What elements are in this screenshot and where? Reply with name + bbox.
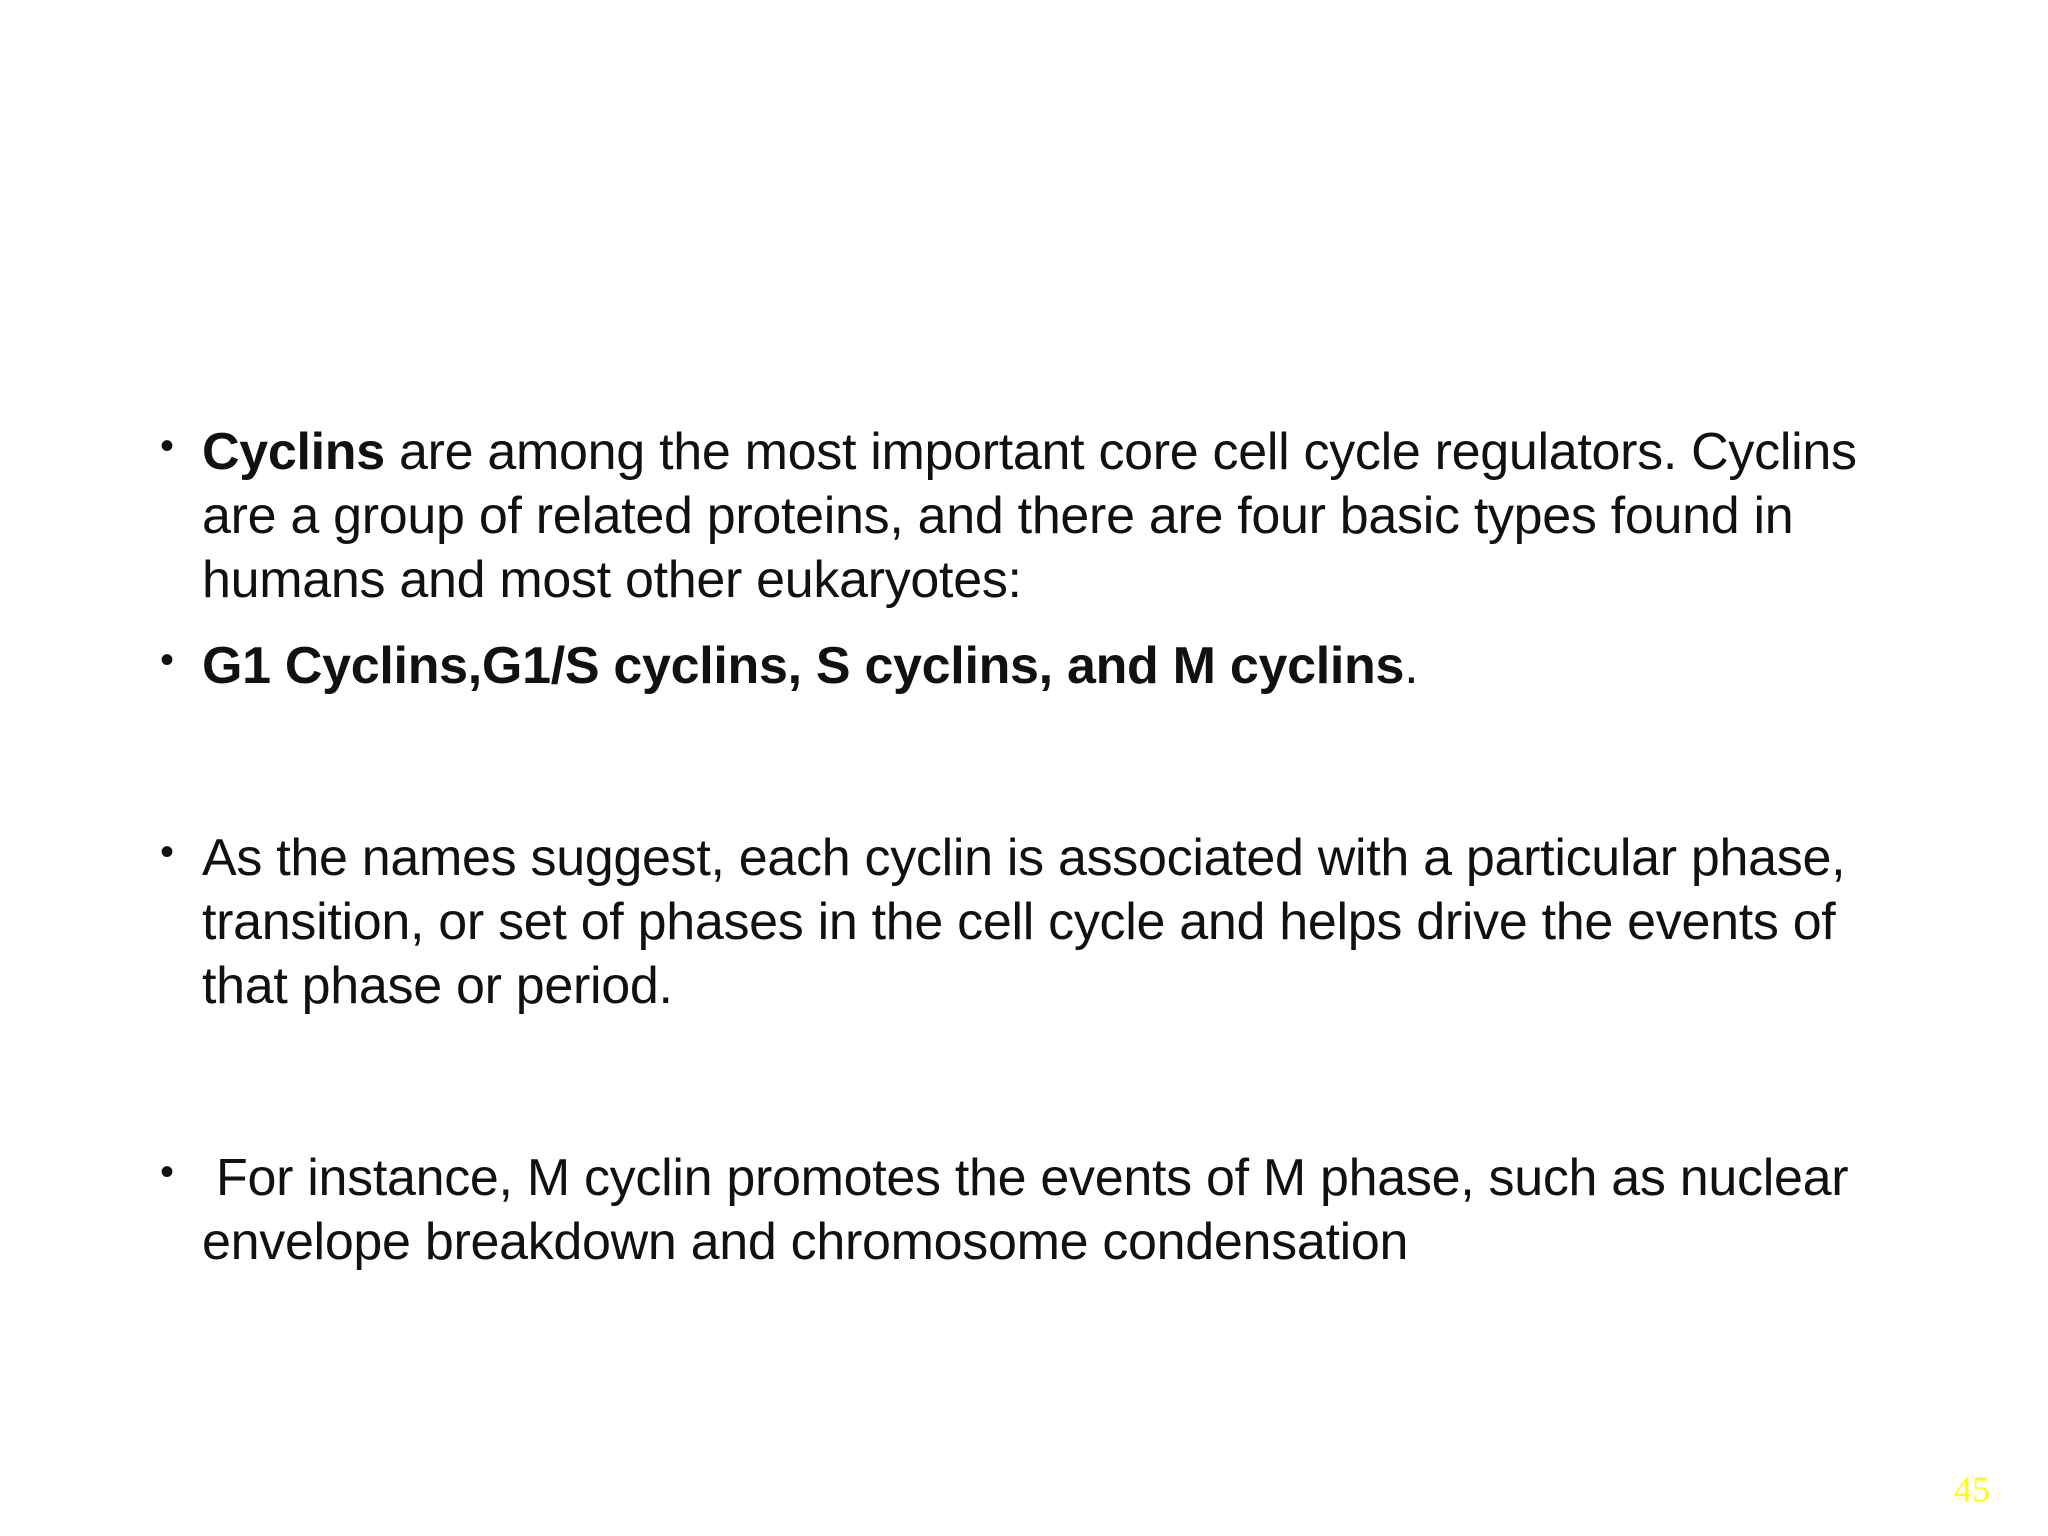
slide-number: 45 <box>1954 1469 1990 1509</box>
bullet-trailing: . <box>1404 637 1419 695</box>
bullet-cyclins-definition <box>160 420 1920 612</box>
bullet-text: As the names suggest, each cyclin is associated with a particular phase, transition, or set of phases in the cell cycle and helps drive the events of that phase or period. <box>202 829 1846 1015</box>
bullet-bold-text: G1 Cyclins,G1/S cyclins, S cyclins, and M cyclins <box>202 637 1405 695</box>
bullet-text: are among the most important core cell cycle regulators. Cyclins are a group of related proteins, and there are four basic types found in humans and most other eukaryotes: <box>202 423 1857 609</box>
bullet-cyclin-types <box>160 634 1920 698</box>
bullet-bold-lead: Cyclins <box>202 423 385 481</box>
bullet-text: For instance, M cyclin promotes the events of M phase, such as nuclear envelope breakdown and chromosome condensation <box>202 1149 1849 1271</box>
bullet-list <box>160 420 1920 1274</box>
bullet-m-cyclin-example <box>160 1146 1920 1274</box>
bullet-phase-association <box>160 826 1920 1018</box>
